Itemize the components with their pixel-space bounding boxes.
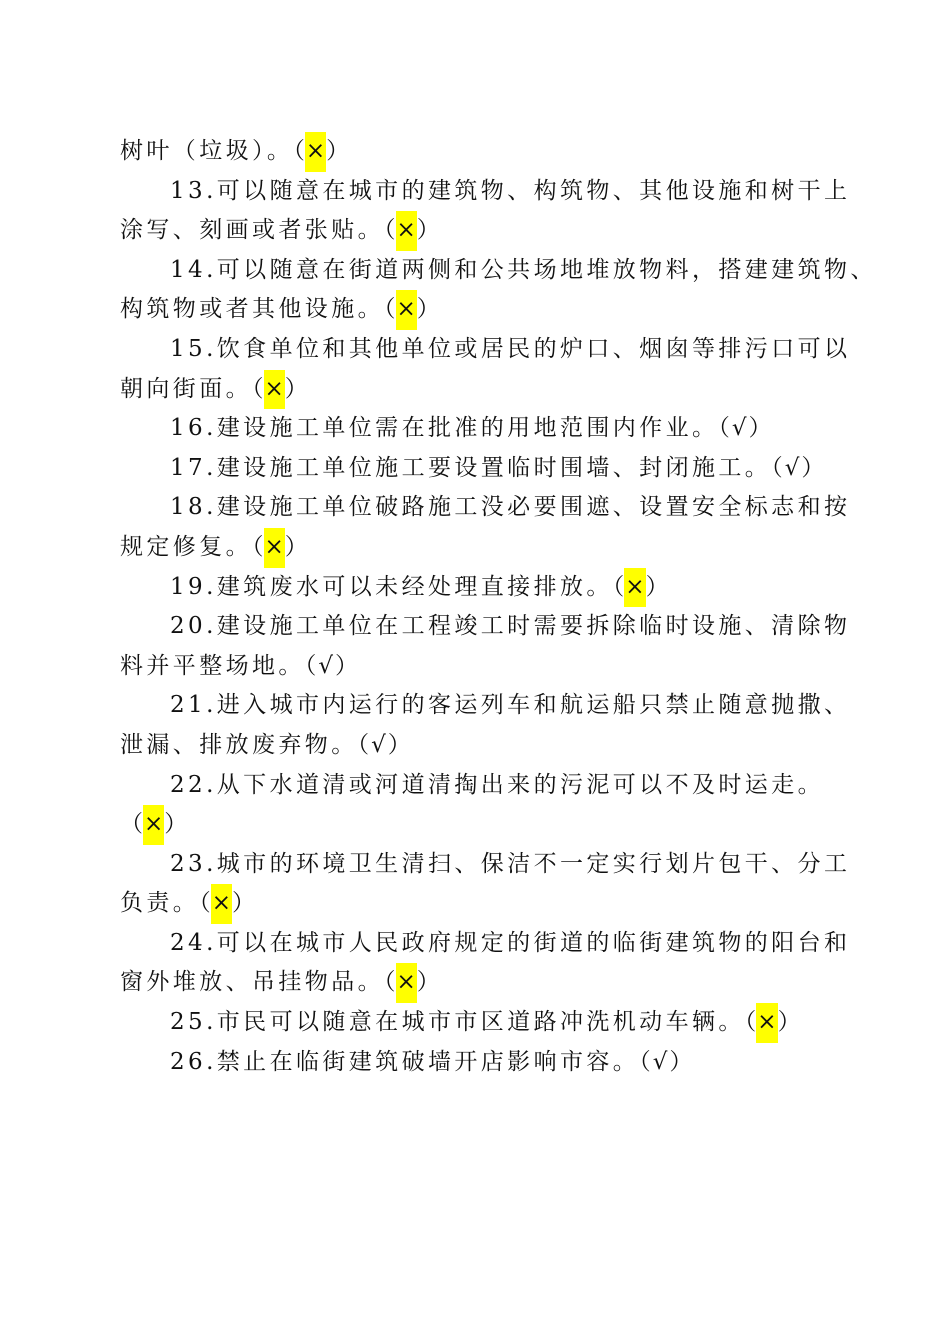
answer-bracket: （×） <box>199 890 255 916</box>
question-text: 负责。 <box>120 890 200 917</box>
question-text: 料并平整场地。 <box>120 652 305 679</box>
question-line <box>120 766 840 806</box>
cross-mark-icon: × <box>211 884 232 924</box>
question-line <box>120 409 840 449</box>
question-number: 17. <box>170 454 217 481</box>
question-line <box>120 607 851 647</box>
question-line <box>120 251 877 291</box>
question-text: 涂写、刻画或者张贴。 <box>120 217 384 244</box>
question-text: 规定修复。 <box>120 533 252 560</box>
question-number: 26. <box>170 1048 217 1075</box>
check-mark-icon: √ <box>784 454 800 481</box>
check-mark-icon: √ <box>652 1048 668 1075</box>
question-line <box>120 211 840 251</box>
question-line <box>120 1043 840 1083</box>
question-text: 可以随意在城市的建筑物、构筑物、其他设施和树干上 <box>216 177 851 204</box>
question-line <box>120 805 840 845</box>
question-line <box>120 449 840 489</box>
question-text: 禁止在临街建筑破墙开店影响市容。 <box>216 1048 640 1075</box>
question-line <box>120 924 851 964</box>
check-mark-icon: √ <box>318 652 333 679</box>
answer-bracket: （×） <box>252 376 308 402</box>
question-number: 16. <box>170 415 217 442</box>
question-line <box>120 290 840 330</box>
answer-bracket: （×） <box>384 217 440 243</box>
question-number: 14. <box>170 256 217 283</box>
question-line <box>120 568 840 608</box>
question-text: 建筑废水可以未经处理直接排放。 <box>216 573 613 600</box>
question-number: 15. <box>170 335 217 362</box>
question-text: 可以在城市人民政府规定的街道的临街建筑物的阳台和 <box>216 929 851 956</box>
question-text: 建设施工单位在工程竣工时需要拆除临时设施、清除物 <box>216 613 851 640</box>
answer-bracket: （√） <box>305 653 358 679</box>
question-number: 21. <box>170 692 217 719</box>
question-text: 朝向街面。 <box>120 375 252 402</box>
answer-bracket: （×） <box>120 811 187 837</box>
question-line <box>120 330 851 370</box>
answer-bracket: （×） <box>745 1009 801 1035</box>
question-number: 24. <box>170 929 217 956</box>
question-text: 饮食单位和其他单位或居民的炉口、烟囱等排污口可以 <box>216 335 851 362</box>
question-text: 泄漏、排放废弃物。 <box>120 731 358 758</box>
answer-bracket: （√） <box>639 1049 692 1075</box>
question-text: 可以随意在街道两侧和公共场地堆放物料，搭建建筑物、 <box>216 256 877 283</box>
answer-bracket: （×） <box>384 969 440 995</box>
answer-bracket: （×） <box>252 534 308 560</box>
question-line <box>120 528 840 568</box>
document-page <box>120 132 877 1082</box>
question-number: 23. <box>170 850 217 877</box>
answer-bracket: （×） <box>384 296 440 322</box>
question-line <box>120 845 851 885</box>
question-line <box>120 686 851 726</box>
question-text: 建设施工单位需在批准的用地范围内作业。 <box>216 415 719 442</box>
cross-mark-icon: × <box>305 132 326 172</box>
question-text: 从下水道清或河道清掏出来的污泥可以不及时运走。 <box>216 771 824 798</box>
question-text: 建设施工单位施工要设置临时围墙、封闭施工。 <box>216 454 772 481</box>
question-number: 20. <box>170 613 217 640</box>
question-text: 构筑物或者其他设施。 <box>120 296 384 323</box>
question-text: 进入城市内运行的客运列车和航运船只禁止随意抛撒、 <box>216 692 851 719</box>
cross-mark-icon: × <box>143 805 164 845</box>
question-line <box>120 963 840 1003</box>
question-text: 建设施工单位破路施工没必要围遮、设置安全标志和按 <box>216 494 851 521</box>
question-number: 22. <box>170 771 217 798</box>
cross-mark-icon: × <box>396 290 417 330</box>
question-line <box>120 884 840 924</box>
question-line <box>120 488 851 528</box>
question-number: 25. <box>170 1009 217 1036</box>
cross-mark-icon: × <box>624 568 645 608</box>
answer-bracket: （√） <box>771 455 824 481</box>
question-text: 城市的环境卫生清扫、保洁不一定实行划片包干、分工 <box>216 850 851 877</box>
question-text: 市民可以随意在城市市区道路冲洗机动车辆。 <box>216 1009 745 1036</box>
answer-bracket: （√） <box>358 732 411 758</box>
question-line <box>120 647 840 687</box>
cross-mark-icon: × <box>264 370 285 410</box>
question-line <box>120 1003 840 1043</box>
question-line <box>120 370 840 410</box>
answer-bracket: （×） <box>293 138 349 164</box>
answer-bracket: （×） <box>613 574 669 600</box>
cross-mark-icon: × <box>396 963 417 1003</box>
cross-mark-icon: × <box>264 528 285 568</box>
answer-bracket: （√） <box>718 415 771 441</box>
question-line <box>120 132 840 172</box>
cross-mark-icon: × <box>396 211 417 251</box>
question-text: 树叶（垃圾）。 <box>120 138 294 164</box>
question-line <box>120 172 851 212</box>
question-line <box>120 726 840 766</box>
question-number: 18. <box>170 494 217 521</box>
question-text: 窗外堆放、吊挂物品。 <box>120 969 384 996</box>
cross-mark-icon: × <box>756 1003 777 1043</box>
question-number: 13. <box>170 177 217 204</box>
check-mark-icon: √ <box>731 415 747 442</box>
check-mark-icon: √ <box>371 731 386 758</box>
question-number: 19. <box>170 573 217 600</box>
